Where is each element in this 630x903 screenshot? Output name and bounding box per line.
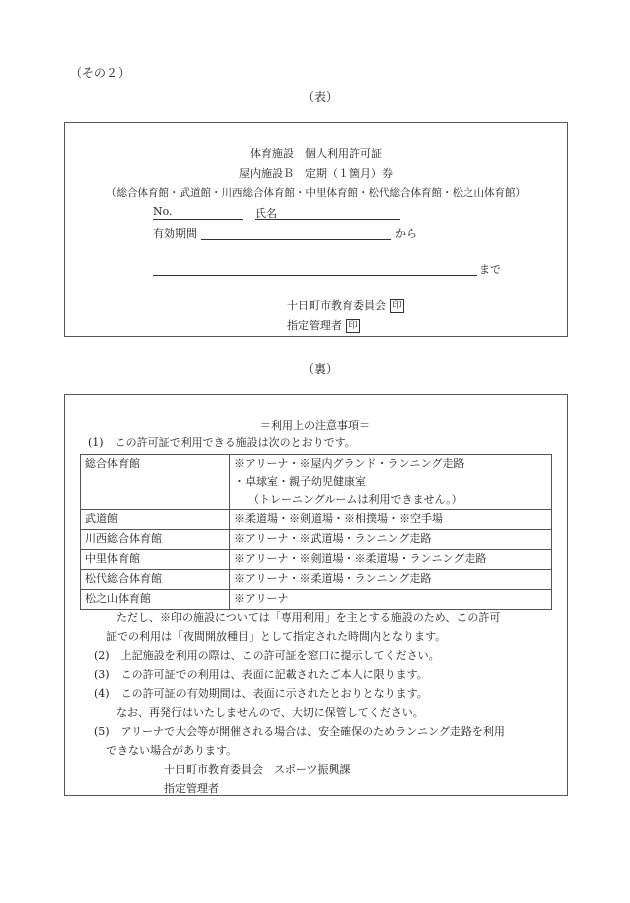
note-item-5: (5) アリーナで大会等が開催される場合は、安全確保のためランニング走路を利用 <box>94 725 505 738</box>
facility-name: 川西総合体育館 <box>81 530 230 550</box>
page-label: （その２） <box>70 66 131 80</box>
facility-rooms: ※アリーナ・※武道場・ランニング走路 <box>230 530 552 550</box>
note-1-text-b: 証での利用は「夜間開放種目」として指定された時間内となります。 <box>106 630 447 643</box>
facility-name: 中里体育館 <box>81 550 230 570</box>
note-1-text-a: ただし、※印の施設については「専用利用」を主とする施設のため、この許可 <box>116 611 501 624</box>
note-item-5-cont: できない場合があります。 <box>106 744 238 757</box>
table-row <box>81 550 552 570</box>
table-row <box>81 455 552 510</box>
back-heading: （裏） <box>302 362 339 376</box>
facility-rooms <box>230 455 552 510</box>
facility-rooms: ※アリーナ・※剣道場・※柔道場・ランニング走路 <box>230 550 552 570</box>
note-item-2: (2) 上記施設を利用の際は、この許可証を窓口に提示してください。 <box>94 649 440 662</box>
facility-name: 松代総合体育館 <box>81 570 230 590</box>
permit-subtitle: 屋内施設Ｂ 定期（１箇月）券 <box>239 167 393 180</box>
table-row <box>81 510 552 530</box>
facility-name: 松之山体育館 <box>81 590 230 610</box>
note-item-3: (3) この許可証での利用は、表面に記載されたご本人に限ります。 <box>94 668 428 681</box>
issuer-manager <box>287 317 360 333</box>
facility-room-line: ・卓球室・親子幼児健康室 <box>234 475 366 488</box>
seal-stamp-1: 印 <box>390 299 404 313</box>
no-field <box>153 219 243 220</box>
notes-title: ＝利用上の注意事項＝ <box>260 419 370 432</box>
until-label: まで <box>479 263 501 276</box>
period-until-field <box>153 275 477 276</box>
note-item-4: (4) この許可証の有効期間は、表面に示されたとおりとなります。 <box>94 687 428 700</box>
seal-stamp-2: 印 <box>346 319 360 333</box>
table-row <box>81 530 552 550</box>
front-heading: （表） <box>302 90 339 104</box>
period-from-field <box>201 239 391 240</box>
facility-name: 総合体育館 <box>81 455 230 510</box>
facility-room-line: （トレーニングルームは利用できません。） <box>248 493 463 506</box>
facility-rooms: ※アリーナ <box>230 590 552 610</box>
front-permit-box <box>64 122 568 337</box>
facility-room-line: ※アリーナ・※屋内グランド・ランニング走路 <box>234 457 465 470</box>
permit-title: 体育施設 個人利用許可証 <box>250 147 382 160</box>
facility-name: 武道館 <box>81 510 230 530</box>
footer-department: 十日町市教育委員会 スポーツ振興課 <box>164 763 351 776</box>
no-label: No. <box>153 205 173 218</box>
table-row <box>81 590 552 610</box>
issuer-board <box>287 297 404 313</box>
name-field <box>255 219 400 220</box>
permit-facilities: （総合体育館・武道館・川西総合体育館・中里体育館・松代総合体育館・松之山体育館） <box>106 187 526 199</box>
period-label: 有効期間 <box>153 227 197 240</box>
footer-manager: 指定管理者 <box>164 782 219 795</box>
name-label: 氏名 <box>255 207 277 220</box>
note-item-1: (1) この許可証で利用できる施設は次のとおりです。 <box>88 436 356 449</box>
issuer-manager-label: 指定管理者 <box>287 319 342 332</box>
from-label: から <box>395 227 417 240</box>
facility-rooms: ※アリーナ・※柔道場・ランニング走路 <box>230 570 552 590</box>
note-item-4-cont: なお、再発行はいたしませんので、大切に保管してください。 <box>116 706 424 719</box>
facility-rooms: ※柔道場・※剣道場・※相撲場・※空手場 <box>230 510 552 530</box>
table-row <box>81 570 552 590</box>
issuer-board-label: 十日町市教育委員会 <box>287 299 386 312</box>
facility-table <box>80 454 552 610</box>
